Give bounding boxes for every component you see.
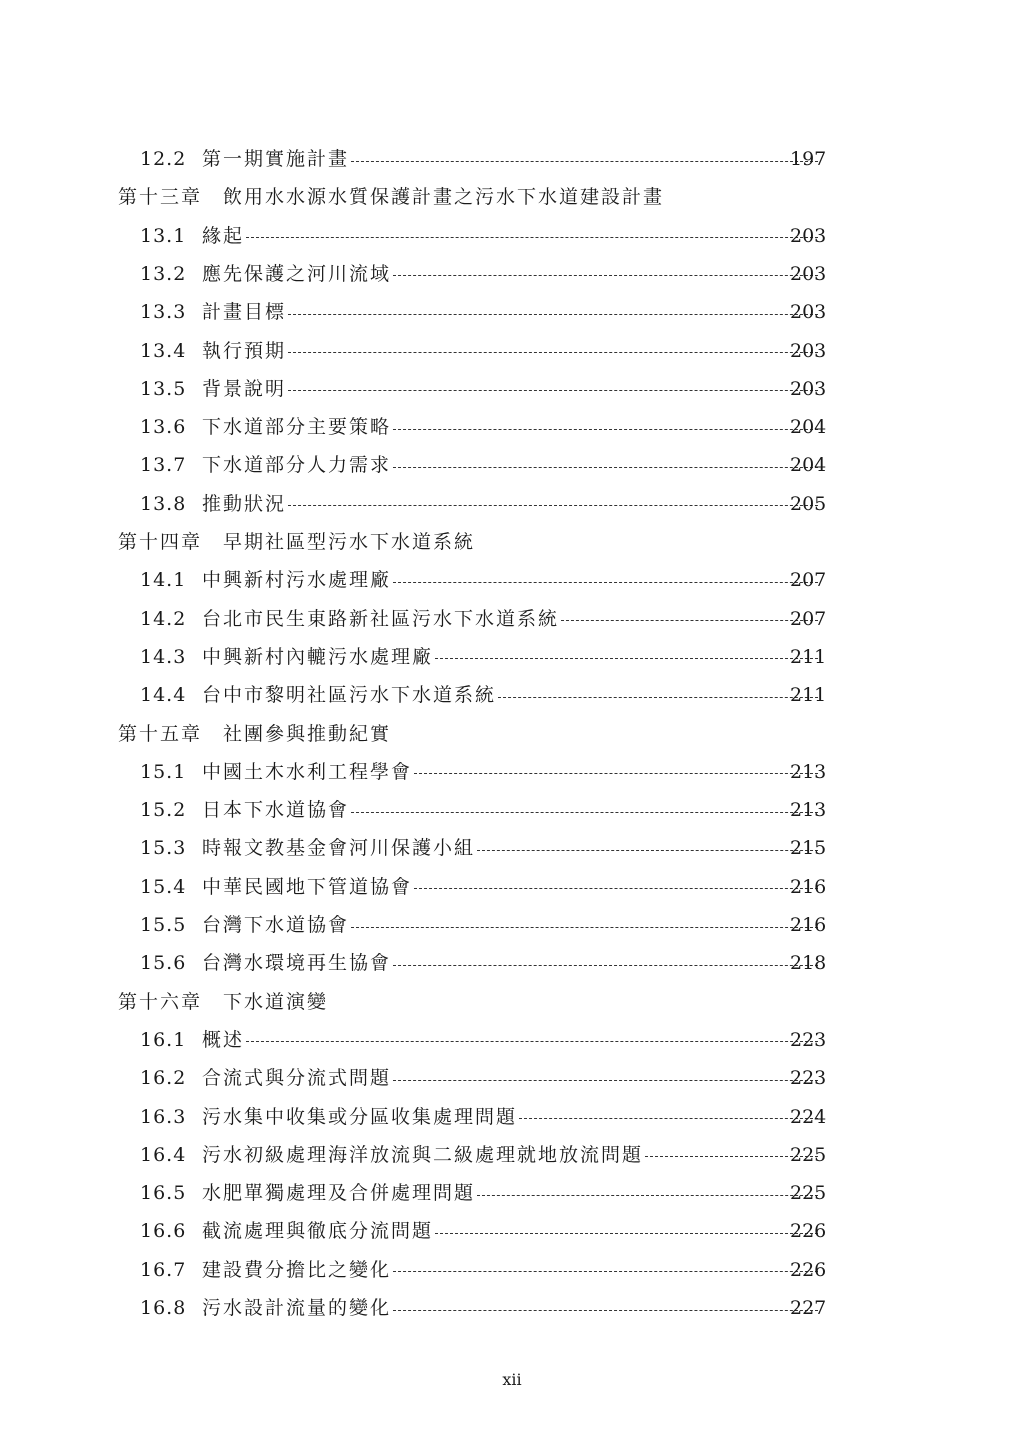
entry-line	[202, 1212, 820, 1250]
page-number: 204	[790, 454, 827, 477]
chapter-title: 第十五章 社團參與推動紀實	[118, 722, 392, 745]
section-title: 建設費分擔比之變化	[202, 1258, 392, 1281]
entry-line	[202, 1098, 820, 1136]
page-number: 207	[790, 569, 827, 592]
toc-entry	[0, 600, 1024, 638]
page-number: 197	[790, 148, 827, 170]
section-number: 16.3	[140, 1105, 187, 1128]
section-title: 污水集中收集或分區收集處理問題	[202, 1105, 518, 1128]
section-number: 15.6	[140, 952, 187, 975]
entry-line	[202, 829, 820, 867]
section-number: 14.4	[140, 684, 187, 707]
section-title: 中華民國地下管道協會	[202, 875, 413, 898]
dash-leader	[288, 314, 818, 315]
dash-leader	[435, 1233, 818, 1234]
page-number: 218	[790, 952, 827, 975]
page-number: 224	[790, 1105, 827, 1128]
toc-entry	[0, 1136, 1024, 1174]
section-title: 台中市黎明社區污水下水道系統	[202, 684, 497, 707]
section-title: 中興新村內轆污水處理廠	[202, 645, 434, 668]
section-number: 13.5	[140, 377, 187, 400]
entry-line	[202, 332, 820, 370]
entry-line	[202, 446, 820, 484]
entry-line	[202, 600, 820, 638]
toc-entry	[0, 868, 1024, 906]
section-title: 緣起	[202, 224, 245, 247]
toc-entry	[0, 255, 1024, 293]
toc-entry	[0, 1289, 1024, 1327]
page-number: 203	[790, 377, 827, 400]
entry-line	[202, 944, 820, 982]
toc-entry	[0, 1098, 1024, 1136]
section-number: 13.1	[140, 224, 187, 247]
section-number: 14.3	[140, 645, 187, 668]
dash-leader	[351, 812, 818, 813]
entry-line	[202, 408, 820, 446]
section-number: 15.5	[140, 914, 187, 936]
toc-entry	[0, 1059, 1024, 1097]
page-number: 216	[790, 875, 827, 898]
page-number: 211	[790, 684, 827, 707]
section-number: 15.1	[140, 760, 187, 783]
entry-line	[202, 140, 820, 178]
section-title: 第一期實施計畫	[202, 148, 350, 170]
page-number: 216	[790, 914, 827, 936]
section-title: 台北市民生東路新社區污水下水道系統	[202, 607, 560, 630]
dash-leader	[414, 888, 818, 889]
section-title: 背景說明	[202, 377, 287, 400]
section-title: 截流處理與徹底分流問題	[202, 1220, 434, 1243]
dash-leader	[351, 161, 818, 162]
entry-line	[202, 370, 820, 408]
section-number: 13.3	[140, 301, 187, 324]
section-number: 13.6	[140, 416, 187, 439]
dash-leader	[519, 1118, 818, 1119]
entry-line	[202, 1059, 820, 1097]
section-title: 水肥單獨處理及合併處理問題	[202, 1182, 476, 1205]
toc-entry	[0, 1212, 1024, 1250]
entry-line	[202, 753, 820, 791]
dash-leader	[246, 1041, 818, 1042]
dash-leader	[561, 620, 818, 621]
chapter-title: 第十四章 早期社區型污水下水道系統	[118, 531, 476, 553]
section-number: 12.2	[140, 148, 187, 170]
entry-line	[202, 906, 820, 944]
entry-line	[202, 561, 820, 599]
dash-leader	[393, 1080, 818, 1081]
entry-line	[202, 1251, 820, 1289]
section-title: 概述	[202, 1028, 245, 1051]
entry-line	[202, 676, 820, 714]
page-number: 225	[790, 1182, 827, 1205]
toc-chapter-heading	[0, 715, 1024, 753]
page-number: 227	[790, 1297, 827, 1319]
entry-line	[202, 1136, 820, 1174]
dash-leader	[393, 1310, 818, 1311]
section-title: 下水道部分人力需求	[202, 454, 392, 477]
entry-line	[202, 255, 820, 293]
dash-leader	[288, 505, 818, 506]
section-title: 中國土木水利工程學會	[202, 760, 413, 783]
toc-entry	[0, 638, 1024, 676]
toc-entry	[0, 446, 1024, 484]
toc-entry	[0, 1251, 1024, 1289]
dash-leader	[393, 582, 818, 583]
entry-line	[202, 1021, 820, 1059]
page-number: 211	[790, 645, 827, 668]
section-title: 計畫目標	[202, 301, 287, 324]
section-number: 16.1	[140, 1028, 187, 1051]
section-title: 污水設計流量的變化	[202, 1297, 392, 1319]
entry-line	[202, 1289, 820, 1327]
section-number: 16.7	[140, 1258, 187, 1281]
section-number: 13.8	[140, 492, 187, 515]
section-title: 中興新村污水處理廠	[202, 569, 392, 592]
dash-leader	[498, 697, 818, 698]
entry-line	[202, 791, 820, 829]
page-number: 226	[790, 1220, 827, 1243]
section-title: 執行預期	[202, 339, 287, 362]
page-number: 205	[790, 492, 827, 515]
entry-line	[202, 293, 820, 331]
toc-chapter-heading	[0, 983, 1024, 1021]
section-number: 13.7	[140, 454, 187, 477]
page-footer-number: xii	[502, 1370, 522, 1389]
page-number: 213	[790, 760, 827, 783]
page-number: 203	[790, 301, 827, 324]
toc-entry	[0, 561, 1024, 599]
dash-leader	[246, 237, 818, 238]
page-number: 203	[790, 224, 827, 247]
toc-entry	[0, 140, 1024, 178]
dash-leader	[477, 850, 818, 851]
dash-leader	[393, 1271, 818, 1272]
page-number: 213	[790, 799, 827, 822]
page-number: 223	[790, 1067, 827, 1090]
chapter-title: 第十三章 飲用水水源水質保護計畫之污水下水道建設計畫	[118, 186, 665, 209]
section-number: 16.8	[140, 1297, 187, 1319]
toc-entry	[0, 676, 1024, 714]
dash-leader	[393, 275, 818, 276]
toc-entry	[0, 791, 1024, 829]
section-title: 合流式與分流式問題	[202, 1067, 392, 1090]
section-number: 16.4	[140, 1143, 187, 1166]
entry-line	[202, 1174, 820, 1212]
section-number: 15.4	[140, 875, 187, 898]
entry-line	[202, 217, 820, 255]
toc-entry	[0, 1021, 1024, 1059]
page-number: 207	[790, 607, 827, 630]
entry-line	[202, 485, 820, 523]
section-number: 16.5	[140, 1182, 187, 1205]
section-title: 時報文教基金會河川保護小組	[202, 837, 476, 860]
chapter-title: 第十六章 下水道演變	[118, 990, 329, 1013]
section-number: 13.4	[140, 339, 187, 362]
toc-chapter-heading	[0, 178, 1024, 216]
section-number: 16.6	[140, 1220, 187, 1243]
entry-line	[202, 638, 820, 676]
dash-leader	[435, 658, 818, 659]
dash-leader	[393, 429, 818, 430]
dash-leader	[288, 352, 818, 353]
dash-leader	[288, 390, 818, 391]
section-title: 台灣下水道協會	[202, 914, 350, 936]
toc-entry	[0, 906, 1024, 944]
page-number: 225	[790, 1143, 827, 1166]
dash-leader	[393, 467, 818, 468]
page-number: 223	[790, 1028, 827, 1051]
toc-entry	[0, 293, 1024, 331]
dash-leader	[477, 1195, 818, 1196]
toc-entry	[0, 829, 1024, 867]
page-number: 203	[790, 339, 827, 362]
section-title: 台灣水環境再生協會	[202, 952, 392, 975]
toc-entry	[0, 370, 1024, 408]
section-number: 16.2	[140, 1067, 187, 1090]
toc-entry	[0, 332, 1024, 370]
section-number: 13.2	[140, 262, 187, 285]
toc-entry	[0, 485, 1024, 523]
section-number: 14.2	[140, 607, 187, 630]
entry-line	[202, 868, 820, 906]
section-number: 15.3	[140, 837, 187, 860]
page-number: 203	[790, 262, 827, 285]
page-number: 226	[790, 1258, 827, 1281]
toc-entry	[0, 408, 1024, 446]
dash-leader	[414, 773, 818, 774]
toc-entry	[0, 217, 1024, 255]
section-title: 日本下水道協會	[202, 799, 350, 822]
section-title: 下水道部分主要策略	[202, 416, 392, 439]
page-number: 204	[790, 416, 827, 439]
toc-entry	[0, 753, 1024, 791]
section-number: 14.1	[140, 569, 187, 592]
toc-entry	[0, 1174, 1024, 1212]
dash-leader	[351, 927, 818, 928]
section-number: 15.2	[140, 799, 187, 822]
section-title: 應先保護之河川流域	[202, 262, 392, 285]
toc-entry	[0, 944, 1024, 982]
page-number: 215	[790, 837, 827, 860]
toc-chapter-heading	[0, 523, 1024, 561]
section-title: 推動狀況	[202, 492, 287, 515]
section-title: 污水初級處理海洋放流與二級處理就地放流問題	[202, 1143, 644, 1166]
dash-leader	[393, 965, 818, 966]
